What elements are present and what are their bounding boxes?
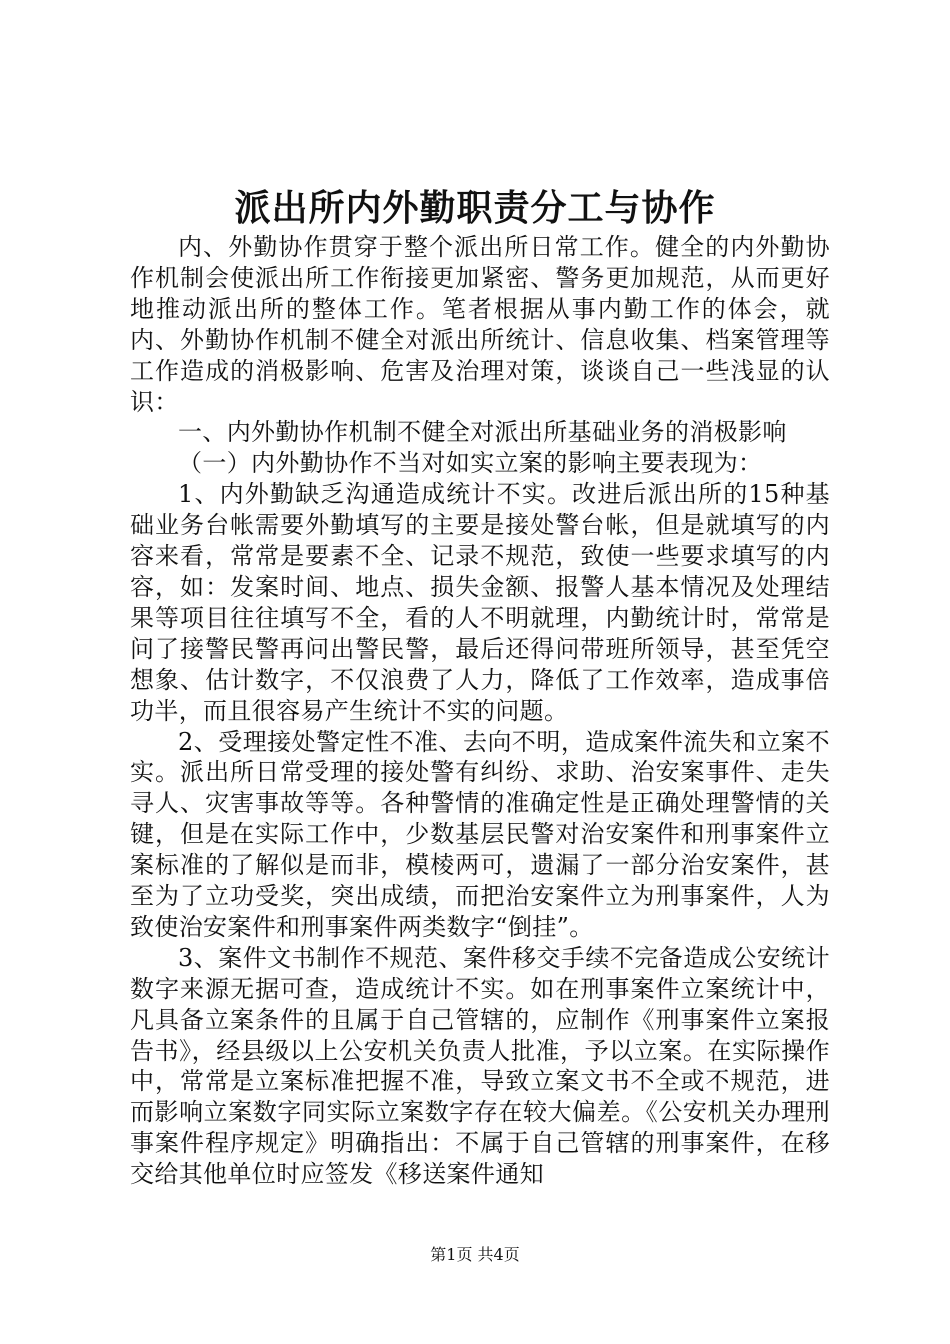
page-number-footer: 第1页 共4页 (430, 1245, 520, 1264)
paragraph-intro: 内、外勤协作贯穿于整个派出所日常工作。健全的内外勤协作机制会使派出所工作衔接更加紧密、警务更加规范，从而更好地推动派出所的整体工作。笔者根据从事内勤工作的体会，就内、外勤协作机制不健全对派出所统计、信息收集、档案管理等工作造成的消极影响、危害及治理对策，谈谈自己一些浅显的认识： (130, 233, 830, 416)
section-heading-1: 一、内外勤协作机制不健全对派出所基础业务的消极影响 (178, 418, 787, 447)
paragraph-item-2: 2、受理接处警定性不准、去向不明，造成案件流失和立案不实。派出所日常受理的接处警有纠纷、求助、治安案事件、走失寻人、灾害事故等等。各种警情的准确定性是正确处理警情的关键，但是在实际工作中，少数基层民警对治安案件和刑事案件立案标准的了解似是而非，模棱两可，遗漏了一部分治安案件，甚至为了立功受奖，突出成绩，而把治安案件立为刑事案件，人为致使治安案件和刑事案件两类数字“倒挂”。 (130, 727, 830, 941)
document-title: 派出所内外勤职责分工与协作 (234, 187, 716, 229)
paragraph-item-1: 1、内外勤缺乏沟通造成统计不实。改进后派出所的15种基础业务台帐需要外勤填写的主要是接处警台帐，但是就填写的内容来看，常常是要素不全、记录不规范，致使一些要求填写的内容，如：发案时间、地点、损失金额、报警人基本情况及处理结果等项目往往填写不全，看的人不明就理，内勤统计时，常常是问了接警民警再问出警民警，最后还得问带班所领导，甚至凭空想象、估计数字，不仅浪费了人力，降低了工作效率，造成事倍功半，而且很容易产生统计不实的问题。 (130, 480, 830, 725)
paragraph-item-3: 3、案件文书制作不规范、案件移交手续不完备造成公安统计数字来源无据可查，造成统计不实。如在刑事案件立案统计中，凡具备立案条件的且属于自己管辖的，应制作《刑事案件立案报告书》，经县级以上公安机关负责人批准，予以立案。在实际操作中，常常是立案标准把握不准，导致立案文书不全或不规范，进而影响立案数字同实际立案数字存在较大偏差。《公安机关办理刑事案件程序规定》明确指出：不属于自己管辖的刑事案件，在移交给其他单位时应签发《移送案件通知 (130, 943, 830, 1189)
document-body (130, 232, 830, 1190)
subsection-heading-1: （一）内外勤协作不当对如实立案的影响主要表现为： (178, 449, 763, 478)
